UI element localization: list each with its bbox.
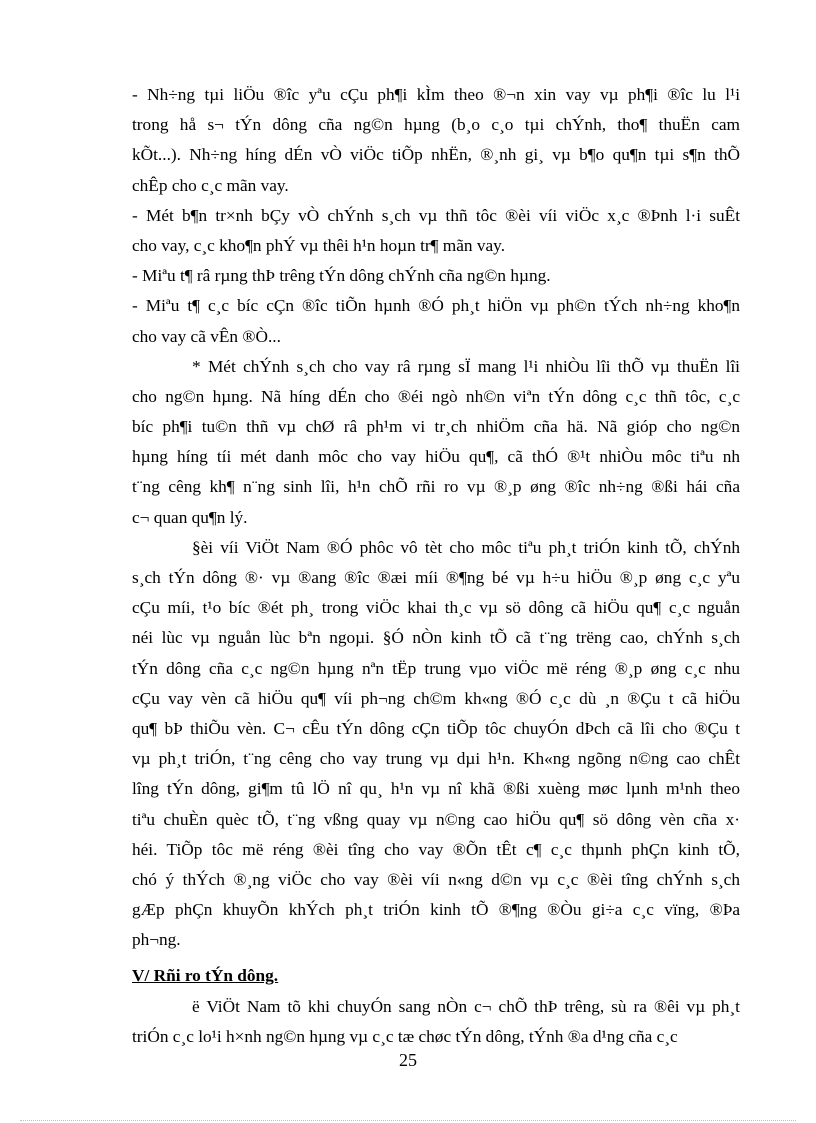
text-line: néi lùc vµ nguån lùc bªn ngoµi. §Ó nÒn kinh tÕ cã t¨ng trëng cao, chÝnh s¸ch [132, 628, 740, 648]
text-line: hµng híng tíi mét danh môc cho vay hiÖu qu¶, cã thÓ ®¹t nhiÒu môc tiªu nh [132, 447, 740, 467]
text-line: qu¶ bÞ thiÕu vèn. C¬ cÊu tÝn dông cÇn tiÕp tôc chuyÓn dÞch cã lîi cho ®Çu t [132, 718, 740, 738]
text-line: vµ ph¸t triÓn, t¨ng cêng cho vay trung vµ dµi h¹n. Kh«ng ngõng n©ng cao chÊt [132, 749, 740, 769]
text-line: kÕt...). Nh÷ng híng dÉn vÒ viÖc tiÕp nhËn, ®¸nh gi¸ vµ b¶o qu¶n tµi s¶n thÕ [132, 145, 740, 165]
text-line: trong hå s¬ tÝn dông cña ng©n hµng (b¸o c¸o tµi chÝnh, tho¶ thuËn cam [132, 115, 740, 135]
body-text [132, 80, 740, 1052]
text-line: ph¬ng. [132, 930, 181, 950]
text-line: tÝn dông cña c¸c ng©n hµng nªn tËp trung vµo viÖc më réng ®¸p øng c¸c nhu [132, 658, 740, 678]
page-number: 25 [399, 1050, 417, 1070]
paragraph [132, 992, 740, 1052]
text-line: - Nh÷ng tµi liÖu ®îc yªu cÇu ph¶i kÌm theo ®¬n xin vay vµ ph¶i ®îc lu l¹i [132, 85, 740, 104]
text-line: - Mét b¶n tr×nh bÇy vÒ chÝnh s¸ch vµ thñ tôc ®èi víi viÖc x¸c ®Þnh l·i suÊt [132, 205, 740, 225]
text-line: s¸ch tÝn dông ®· vµ ®ang ®îc ®æi míi ®¶ng bé vµ h÷u hiÖu ®¸p øng c¸c yªu [132, 568, 740, 587]
text-line: héi. TiÕp tôc më réng ®èi tîng cho vay ®Õn tÊt c¶ c¸c thµnh phÇn kinh tÕ, [132, 839, 740, 859]
text-line: tiªu chuÈn quèc tÕ, t¨ng vßng quay vµ n©ng cao hiÖu qu¶ sö dông vèn cña x· [132, 809, 740, 829]
paragraph [132, 352, 740, 533]
text-line: bíc ph¶i tu©n thñ vµ chØ râ ph¹m vi tr¸ch nhiÖm cña hä. Nã gióp cho ng©n [132, 417, 740, 437]
text-line: - Miªu t¶ râ rµng thÞ trêng tÝn dông chÝnh cña ng©n hµng. [132, 266, 551, 286]
paragraph [132, 533, 740, 956]
text-line: * Mét chÝnh s¸ch cho vay râ rµng sÏ mang l¹i nhiÒu lîi thÕ vµ thuËn lîi [192, 356, 740, 376]
text-line: c¬ quan qu¶n lý. [132, 507, 248, 527]
text-line: cÇu míi, t¹o bíc ®ét ph¸ trong viÖc khai th¸c vµ sö dông cã hiÖu qu¶ c¸c nguån [132, 598, 740, 618]
text-line: triÓn c¸c lo¹i h×nh ng©n hµng vµ c¸c tæ chøc tÝn dông, tÝnh ®a d¹ng cña c¸c [132, 1026, 678, 1046]
text-line: t¨ng cêng kh¶ n¨ng sinh lîi, h¹n chÕ rñi ro vµ ®¸p øng ®îc nh÷ng ®ßi hái cña [132, 477, 740, 497]
paragraph [132, 291, 740, 351]
text-line: cÇu vay vèn cã hiÖu qu¶ víi ph¬ng ch©m kh«ng ®Ó c¸c dù ¸n ®Çu t cã hiÖu [132, 688, 740, 708]
text-line: chó ý thÝch ®¸ng viÖc cho vay ®èi víi n«ng d©n vµ c¸c ®èi tîng chÝnh s¸ch [132, 869, 740, 889]
text-line: - Miªu t¶ c¸c bíc cÇn ®îc tiÕn hµnh ®Ó ph¸t hiÖn vµ ph©n tÝch nh÷ng kho¶n [132, 296, 740, 316]
paragraph [132, 80, 740, 201]
text-line: chÊp cho c¸c mãn vay. [132, 175, 289, 195]
text-line: gÆp phÇn khuyÕn khÝch ph¸t triÓn kinh tÕ ®¶ng ®Òu gi÷a c¸c vïng, ®Þa [132, 900, 740, 920]
text-line: cho vay cã vÊn ®Ò... [132, 326, 281, 346]
paragraph [132, 261, 740, 291]
text-line: cho vay, c¸c kho¶n phÝ vµ thêi h¹n hoµn tr¶ mãn vay. [132, 235, 506, 255]
text-line: ë ViÖt Nam tõ khi chuyÓn sang nÒn c¬ chÕ thÞ trêng, sù ra ®êi vµ ph¸t [192, 996, 740, 1016]
text-line: §èi víi ViÖt Nam ®Ó phôc vô tèt cho môc tiªu ph¸t triÓn kinh tÕ, chÝnh [192, 537, 740, 557]
paragraph [132, 201, 740, 261]
section-heading: V/ Rñi ro tÝn dông. [132, 966, 279, 986]
text-line: cho ng©n hµng. Nã híng dÉn cho ®éi ngò nh©n viªn tÝn dông c¸c thñ tôc, c¸c [132, 386, 740, 406]
text-line: lîng tÝn dông, gi¶m tû lÖ nî qu¸ h¹n vµ nî khã ®ßi xuèng møc lµnh m¹nh theo [132, 779, 740, 799]
page-bottom-rule [20, 1120, 796, 1121]
